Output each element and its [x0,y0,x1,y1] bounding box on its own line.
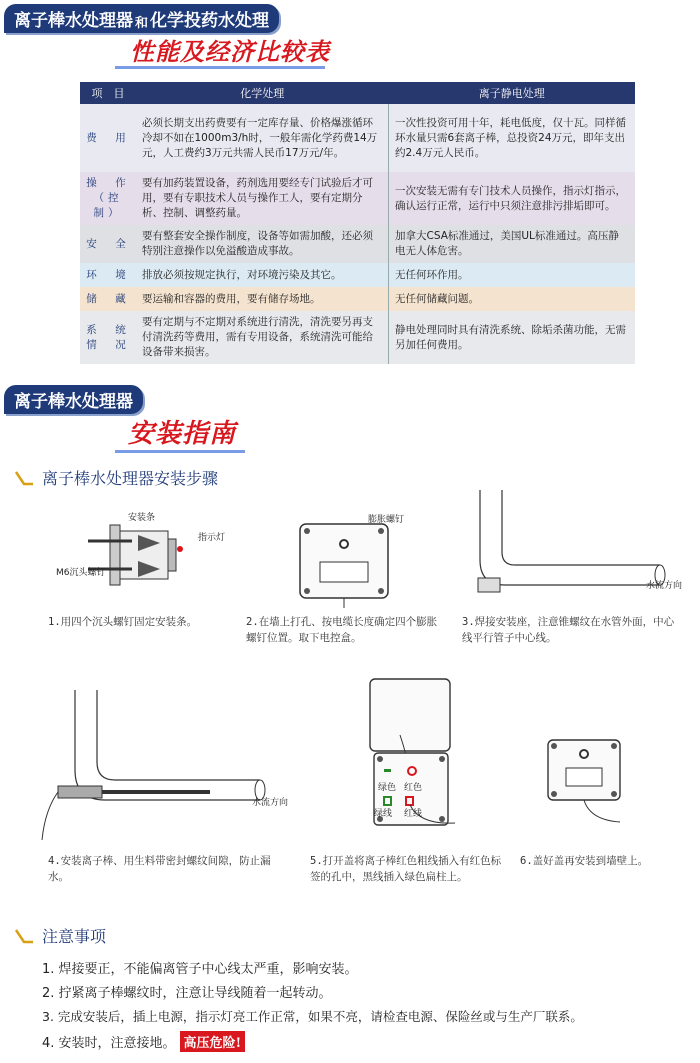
danger-badge: 高压危险! [180,1031,246,1052]
label-green: 绿色 [378,783,397,793]
note-1: 1. 焊接要正，不能偏离管子中心线太严重，影响安装。 [42,962,358,977]
row-item: 储 藏 [80,287,136,311]
label-water-flow-2: 水流方向 [252,798,289,808]
notes-title: 注意事项 [42,927,107,946]
row-ion: 静电处理同时具有清洗系统、除垢杀菌功能，无需另加任何费用。 [389,311,636,364]
figure-ion-rod [40,690,270,840]
col-header-chemical: 化学处理 [136,82,389,104]
row-chemical: 要有定期与不定期对系统进行清洗，清洗要另再支付清洗药等费用，需有专用设备，系统清洗可能给设备带来损害。 [136,311,389,364]
notes-heading [14,924,106,947]
row-ion: 无任何环作用。 [389,263,636,287]
figure-box-mounted [540,730,630,830]
row-ion: 一次性投资可用十年，耗电低度，仅十瓦。同样循环水量只需6套离子棒，总投资24万元，即年支出约2.4万元人民币。 [389,104,636,172]
title-connector: 和 [135,15,149,31]
table-row [80,263,635,287]
label-green-wire: 绿线 [374,809,393,819]
note-3: 3. 完成安装后，插上电源，指示灯亮工作正常，如果不亮，请检查电源、保险丝或与生产厂联系。 [42,1009,583,1024]
row-item: 操 作 （控制） [80,172,136,225]
row-chemical: 必须长期支出药费要有一定库存量、价格爆涨循环冷却不如在1000m3/h时，一般年需化学药费14万元，人工费约3万元共需人民币17万元/年。 [136,104,389,172]
row-item: 系 统 情 况 [80,311,136,364]
col-header-item: 项 目 [80,82,136,104]
comparison-subtitle: 性能及经济比较表 [130,37,330,66]
label-m6-screw: M6沉头螺钉 [56,568,106,578]
step-6-caption: 6.盖好盖再安装到墙壁上。 [520,855,649,867]
figure-pipe-weld [440,490,683,610]
note-2: 2. 拧紧离子棒螺纹时，注意让导线随着一起转动。 [42,986,332,1001]
title-part1: 离子棒水处理器 [14,11,133,31]
row-ion: 无任何储藏问题。 [389,287,636,311]
note-4 [42,1031,245,1052]
install-underline [115,450,245,453]
install-subtitle: 安装指南 [128,419,237,449]
note-4-text: 4. 安装时，注意接地。 [42,1036,176,1051]
comparison-table [80,82,635,364]
subtitle-underline [115,66,325,69]
arrow-icon [14,928,34,944]
row-chemical: 排放必须按规定执行，对环境污染及其它。 [136,263,389,287]
row-item: 安 全 [80,225,136,263]
step-3-caption: 3.焊接安装座，注意锥螺纹在水管外面，中心线平行管子中心线。 [462,616,675,644]
title-part2: 化学投药水处理 [150,11,270,31]
figure-control-box [290,510,400,610]
row-item: 费 用 [80,104,136,172]
label-red: 红色 [404,783,423,793]
label-indicator: 指示灯 [198,533,226,543]
arrow-icon [14,470,34,486]
steps-title: 离子棒水处理器安装步骤 [42,469,219,488]
row-item: 环 境 [80,263,136,287]
row-ion: 一次安装无需有专门技术人员操作，指示灯指示，确认运行正常，运行中只须注意排污排垢即可。 [389,172,636,225]
title-banner [4,4,279,33]
label-mount-strip: 安装条 [128,513,156,523]
row-ion: 加拿大CSA标准通过，美国UL标准通过。高压静电无人体危害。 [389,225,636,263]
table-row [80,287,635,311]
table-row [80,225,635,263]
table-row [80,104,635,172]
label-red-wire: 红线 [404,809,423,819]
row-chemical: 要有整套安全操作制度，设备等如需加酸，还必须特别注意操作以免溢酸造成事故。 [136,225,389,263]
label-water-flow-1: 水流方向 [646,581,683,591]
step-5-caption: 5.打开盖将离子棒红色粗线插入有红色标签的孔中，黑线插入绿色扁柱上。 [310,855,502,883]
install-banner: 离子棒水处理器 [4,385,143,414]
table-row [80,311,635,364]
step-1-caption: 1.用四个沉头螺钉固定安装条。 [48,616,198,628]
row-chemical: 要有加药装置设备，药剂选用要经专门试验后才可用，要有专职技术人员与操作工人，要有定期分析、控制、调整药量。 [136,172,389,225]
table-row [80,172,635,225]
label-expansion-screw: 膨胀螺钉 [368,515,405,525]
col-header-ion: 离子静电处理 [389,82,636,104]
step-4-caption: 4.安装离子棒、用生料带密封螺纹间隙，防止漏水。 [48,855,271,883]
steps-heading [14,466,218,489]
row-chemical: 要运输和容器的费用，要有储存场地。 [136,287,389,311]
step-2-caption: 2.在墙上打孔、按电缆长度确定四个膨胀螺钉位置。取下电控盒。 [246,616,438,644]
table-header-row [80,82,635,104]
